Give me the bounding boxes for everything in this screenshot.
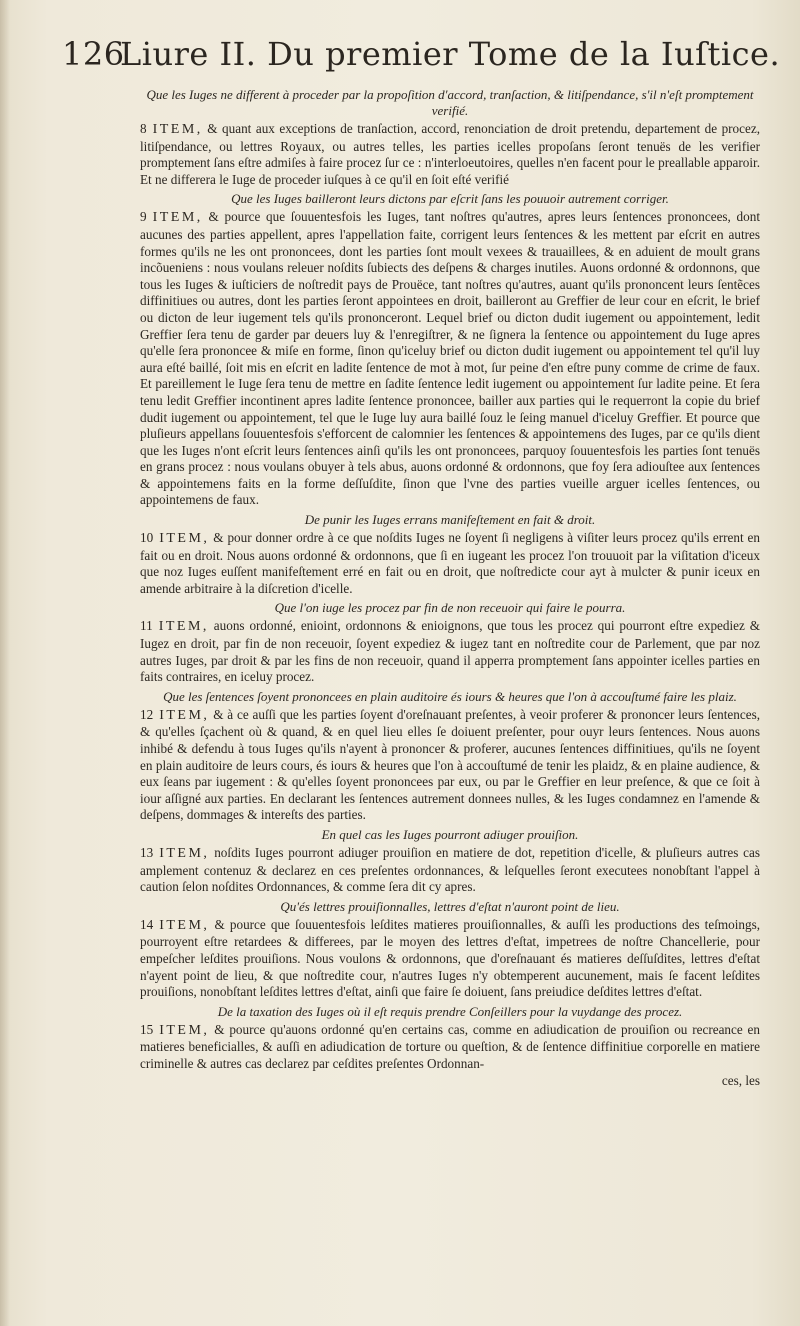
- section-paragraph: [140, 209, 760, 509]
- section-number: 10: [140, 530, 154, 546]
- section-paragraph: [140, 618, 760, 685]
- running-title: Liure II. Du premier Tome de la Iuſtice.: [120, 35, 781, 73]
- item-label: ITEM,: [152, 122, 203, 137]
- section-paragraph: [140, 917, 760, 1001]
- section-heading: Que l'on iuge les procez par fin de non receuoir qui faire le pourra.: [274, 600, 626, 616]
- paragraph-text: & pour donner ordre à ce que noſdits Iuges ne ſoyent ſi negligens à viſiter leurs procez qu'ils errent en fait ou en droit. Nous auons ordonné & ordonnons, que ſi en iugeant les procez l'on trouuoit par la viſitation d'iceux que noz Iuges euſſent manifeſtement erré en fait ou en droit, que noſtredicte cour ayt à mulcter & punir iceux en amende arbitraire à la diſcretion d'icelle.: [140, 530, 760, 596]
- binding-shadow: [0, 0, 10, 1326]
- section-number: 12: [140, 706, 154, 722]
- catchword: ces, les: [721, 1072, 760, 1088]
- item-label: ITEM,: [158, 619, 209, 635]
- section-paragraph: [140, 845, 760, 896]
- section-number: 15: [140, 1021, 154, 1037]
- section-heading: Que les Iuges bailleront leurs dictons par eſcrit ſans les pouuoir autrement corriger.: [231, 191, 669, 207]
- section-heading: De la taxation des Iuges où il eſt requis prendre Conſeillers pour la vuydange des procez.: [217, 1003, 683, 1019]
- body-text: [140, 84, 760, 1089]
- section-number: 9: [140, 209, 147, 225]
- section-number: 14: [140, 916, 154, 932]
- section-heading: Qu'és lettres prouiſionnalles, lettres d'eſtat n'auront point de lieu.: [280, 898, 620, 914]
- item-label: ITEM,: [159, 845, 210, 861]
- paragraph-text: & pource que ſouuentesfois les Iuges, tant noſtres qu'autres, apres leurs ſentences prononcees, dont aucunes des parties appellent, apres l'appellation faite, corrigent leurs ſentences & les mettent par eſcrit en autres formes qu'ils ne les ont prononcees, dont les parties ſont moult vexees & trauaillees, & en aduient de moult grans incõueniens : nous voulans releuer noſdits ſubiects des deſpens & charges inutiles. Auons ordonné & ordonnons, que tous les Iuges & iuſticiers de noſtredit pays de Prouëce, tant noſtres qu'autres, auant qu'ils prononcent leurs ſentẽces diffinitiues ou autres, dont les parties ſeront appointees en droit, bailleront au Greffier de leur cour en eſcrit, le brief ou dicton de leur iugement tels qu'ils prononceront. Lequel brief ou dicton dudit iugement ou appointement, ledit Greffier ſera tenu de garder par deuers luy & l'enregiſtrer, & ne ſignera la ſentence ou appointement du Iuge apres qu'elle ſera prononcee & miſe en forme, ſinon qu'iceluy brief ou dicton dudit iugement ou appointement tel qu'il luy aura eſté baillé, ſoit mis en eſcrit en ladite ſentence de mot à mot, ſur peine d'en eſtre puny comme de crime de faux. Et pareillement le Iuge ſera tenu de mettre en ſadite ſentence ledit iugement ou appointement ſur ladite peine. Et ſera tenu ledit Greffier incontinent apres ladite ſentence prononcee, bailler aux parties qui le requerront la copie du brief dudit iugement ou appointement, tel que le Iuge luy aura baillé ſouz le ſeing manuel d'iceluy Greffier. Et pource que pluſieurs appellans ſouuentesfois s'efforcent de calomnier les ſentences & appointemens des Iuges, par ce qu'ils dient que les Iuges n'ont eſcrit leurs ſentences ainſi qu'ils les ont prononcees, parquoy ſouuentesfois les parties ſont tenuës en grans procez : nous voulans obuyer à tels abus, auons ordonné & ordonnons, que foy ſera adiouſtee aux ſentences & appointemens faits en la forme deſſuſdite, ſinon que l'vne des parties vueille arguer icelles ſentences, ou appointemens de faux.: [140, 209, 760, 508]
- running-head: [62, 34, 781, 74]
- section-heading: Que les ſentences ſoyent prononcees en plain auditoire és iours & heures que l'on à accouſtumé faire les plaiz.: [163, 688, 737, 704]
- section-paragraph: [140, 530, 760, 597]
- section-paragraph: [140, 121, 760, 188]
- paragraph-text: & pource qu'auons ordonné qu'en certains cas, comme en adiudication de prouiſion ou recreance en matieres beneficialles, & auſſi en adiudication de torture ou queſtion, & de ſentence diffinitiue corporelle en matiere criminelle & autres cas declarez par ceſdites preſentes Ordonnan-: [140, 1021, 760, 1071]
- section-heading: En quel cas les Iuges pourront adiuger prouiſion.: [321, 826, 579, 842]
- section-number: 13: [140, 844, 154, 860]
- item-label: ITEM,: [159, 531, 210, 547]
- section-paragraph: [140, 1022, 760, 1073]
- section-heading: Que les Iuges ne different à proceder par la propoſition d'accord, tranſaction, & litiſpendance, s'il n'eſt promptement verifié.: [146, 87, 754, 118]
- section-number: 11: [140, 618, 153, 634]
- item-label: ITEM,: [159, 1022, 210, 1038]
- paragraph-text: & pource que ſouuentesfois leſdites matieres prouiſionnalles, & auſſi les productions des teſmoings, pourroyent eſtre retardees & differees, par le moyen des lettres d'eſtat, impetrees de noſtre Chancellerie, pour empeſcher leſdites prouiſions. Nous voulons & ordonnons, que d'oreſnauant és matieres deſſuſdites, lettres d'eſtat n'ayent point de lieu, & que noſtredite cour, n'autres Iuges n'y obtemperent aucunement, mais ſe facent leſdites prouiſions, nonobſtant leſdites lettres d'eſtat, ainſi que faire ſe doiuent, ſans preiudice deſdites lettres d'eſtat.: [140, 916, 760, 1000]
- paragraph-text: noſdits Iuges pourront adiuger prouiſion en matiere de dot, repetition d'icelle, & pluſieurs autres cas amplement contenuz & declarez en ces preſentes ordonnances, & leſquelles ſeront executees nonobſtant l'appel à caution ſelon noſdites Ordonnances, & comme ſera dit cy apres.: [140, 844, 760, 895]
- paragraph-text: & quant aux exceptions de tranſaction, accord, renonciation de droit pretendu, departement de procez, litiſpendance, ou lettres Royaux, ou autres telles, les parties icelles propoſans ſeront tenuës de les verifier promptement ſans eſtre admiſes à faire procez ſur ce : n'interloeutoires, quelles n'en facent pour le preallable apparoir. Et ne differera le Iuge de proceder iuſques à ce qu'il en ſoit eſté verifié: [140, 121, 760, 187]
- paragraph-text: auons ordonné, enioint, ordonnons & enioignons, que tous les procez qui pourront eſtre expediez & Iugez en droit, par fin de non receuoir, ſoyent expediez & iugez tant en noſtredite cour de Parlement, que par noz autres Iuges, par droit & par les fins de non receuoir, quand il apperra promptement ſans appointer icelles parties en faits contraires, en iceluy procez.: [140, 618, 760, 685]
- item-label: ITEM,: [159, 707, 210, 723]
- item-label: ITEM,: [152, 210, 203, 226]
- folio-number: 126: [62, 35, 125, 73]
- section-number: 8: [140, 121, 147, 136]
- section-heading: De punir les Iuges errans manifeſtement en fait & droit.: [304, 512, 596, 528]
- section-paragraph: [140, 707, 760, 824]
- paragraph-text: & à ce auſſi que les parties ſoyent d'oreſnauant preſentes, à veoir proferer & prononcer leurs ſentences, & qu'elles ſçachent où & quand, & en quel lieu elles ſe doiuent preſenter, pour ouyr leurs ſentences. Nous auons inhibé & defendu à tous Iuges qu'ils n'ayent à prononcer & proferer, aucunes ſentences diffinitiues, qu'ils ne ſoyent en plain auditoire de leurs cours, és iours & heures que l'on à accouſtumé de tenir les plaidz, & en plaine audience, & eux ſeans par iugement : & qu'elles ſoyent prononcees par eux, ou par le Greffier en leur preſence, & que ce ſoit à iour aſſigné aux parties. En declarant les ſentences autrement donnees nulles, & les Iuges condamnez en l'amende & deſpens, dommages & intereſts des parties.: [140, 706, 760, 823]
- item-label: ITEM,: [159, 917, 210, 933]
